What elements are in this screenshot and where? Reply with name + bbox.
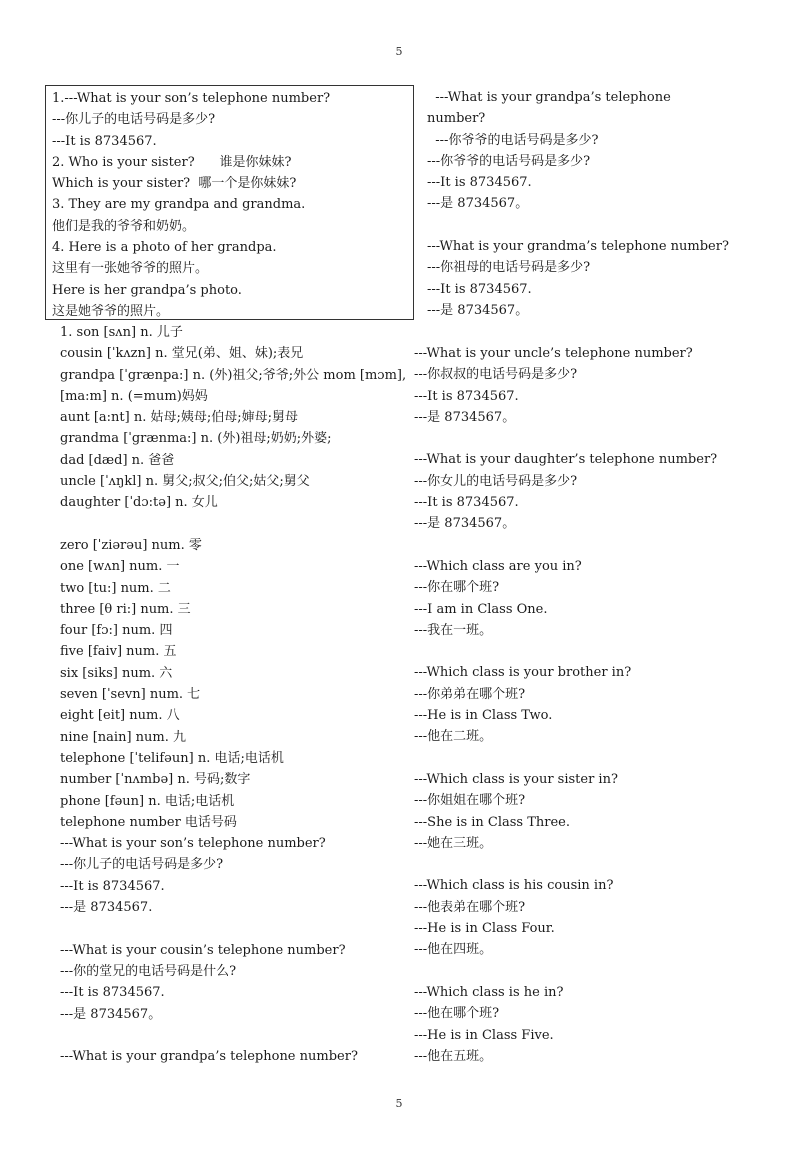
vocab-line: three [θ ri:] num. 三	[60, 601, 191, 617]
dialogue-line: ---他在四班。	[414, 942, 493, 958]
spacer	[60, 514, 410, 535]
dialogue-line: ---是 8734567。	[427, 302, 529, 318]
page-number-top: 5	[395, 45, 403, 58]
spacer	[414, 961, 774, 982]
dialogue-line: ---Which class are you in?	[414, 558, 582, 574]
vocab-line: nine [nain] num. 九	[60, 729, 186, 745]
box-line: 2. Who is your sister? 谁是你妹妹?	[52, 154, 292, 170]
dialogue-line: ---It is 8734567.	[60, 878, 165, 894]
vocab-line: daughter [ˈdɔ:tə] n. 女儿	[60, 495, 218, 511]
dialogue-line: ---是 8734567。	[60, 1006, 162, 1022]
box-line: Which is your sister? 哪一个是你妹妹?	[52, 176, 297, 192]
dialogue-line: ---Which class is your sister in?	[414, 771, 618, 787]
vocabulary-column	[60, 322, 410, 1067]
spacer	[414, 854, 774, 875]
spacer	[60, 918, 410, 939]
vocab-line: seven [ˈsevn] num. 七	[60, 687, 201, 703]
box-line: 3. They are my grandpa and grandma.	[52, 197, 306, 213]
box-line: 他们是我的爷爷和奶奶。	[52, 218, 196, 234]
box-line: 4. Here is a photo of her grandpa.	[52, 240, 277, 256]
box-line: 这是她爷爷的照片。	[52, 303, 170, 319]
vocab-line: phone [fəun] n. 电话;电话机	[60, 793, 235, 809]
dialogue-line: ---他表弟在哪个班?	[414, 899, 526, 915]
spacer	[414, 748, 774, 769]
dialogue-line: ---He is in Class Five.	[414, 1027, 554, 1043]
box-line: 这里有一张她爷爷的照片。	[52, 261, 209, 277]
dialogue-line: ---你的堂兄的电话号码是什么?	[60, 963, 237, 979]
spacer	[414, 428, 774, 449]
dialogue-line: ---你在哪个班?	[414, 580, 500, 596]
right-column-main	[414, 343, 774, 1067]
dialogue-line: ---He is in Class Four.	[414, 921, 555, 937]
dialogue-line: ---I am in Class One.	[414, 601, 548, 617]
dialogue-line: number?	[427, 111, 486, 127]
right-column-top	[427, 87, 767, 321]
dialogue-line: ---He is in Class Two.	[414, 708, 553, 724]
dialogue-line: ---你姐姐在哪个班?	[414, 793, 526, 809]
spacer	[414, 535, 774, 556]
dialogue-line: ---Which class is he in?	[414, 984, 564, 1000]
dialogue-line: ---她在三班。	[414, 835, 493, 851]
dialogue-line: ---She is in Class Three.	[414, 814, 571, 830]
vocab-line: one [wʌn] num. 一	[60, 559, 180, 575]
dialogue-line: ---是 8734567.	[60, 900, 153, 916]
dialogue-line: ---What is your daughter’s telephone number?	[414, 452, 718, 468]
dialogue-line: ---What is your son’s telephone number?	[60, 836, 326, 852]
dialogue-line: ---Which class is his cousin in?	[414, 878, 614, 894]
dialogue-line: ---是 8734567。	[414, 516, 516, 532]
box-line: Here is her grandpa’s photo.	[52, 282, 242, 298]
dialogue-line: ---It is 8734567.	[427, 281, 532, 297]
vocab-line: zero [ˈziərəu] num. 零	[60, 537, 202, 553]
dialogue-line: ---我在一班。	[414, 622, 493, 638]
vocab-line: eight [eit] num. 八	[60, 708, 180, 724]
vocab-line: uncle [ˈʌŋkl] n. 舅父;叔父;伯父;姑父;舅父	[60, 474, 310, 490]
dialogue-line: ---是 8734567。	[427, 196, 529, 212]
dialogue-line: ---你爷爷的电话号码是多少?	[427, 153, 591, 169]
dialogue-line: ---What is your grandpa’s telephone number?	[60, 1049, 358, 1065]
dialogue-line: ---It is 8734567.	[414, 388, 519, 404]
dialogue-line: ---It is 8734567.	[60, 985, 165, 1001]
dialogue-line: ---What is your grandma’s telephone number?	[427, 239, 729, 255]
vocab-line: six [siks] num. 六	[60, 665, 173, 681]
dialogue-line: ---他在二班。	[414, 729, 493, 745]
vocab-line: number [ˈnʌmbə] n. 号码;数字	[60, 772, 251, 788]
vocab-line: telephone number 电话号码	[60, 814, 237, 830]
dialogue-line: ---What is your cousin’s telephone number?	[60, 942, 346, 958]
dialogue-line: ---What is your grandpa’s telephone	[427, 90, 671, 105]
vocab-line: two [tu:] num. 二	[60, 580, 171, 596]
vocab-line: five [faiv] num. 五	[60, 644, 177, 660]
box-line: ---It is 8734567.	[52, 133, 157, 149]
vocab-line: cousin [ˈkʌzn] n. 堂兄(弟、姐、妹);表兄	[60, 346, 304, 362]
dialogue-line: ---你祖母的电话号码是多少?	[427, 260, 591, 276]
vocab-line: grandma [ˈgrænma:] n. (外)祖母;奶奶;外婆;	[60, 431, 332, 447]
vocab-line: aunt [a:nt] n. 姑母;姨母;伯母;婶母;舅母	[60, 410, 299, 426]
vocab-line: four [fɔ:] num. 四	[60, 623, 173, 639]
dialogue-line: ---It is 8734567.	[427, 175, 532, 191]
vocab-line: 1. son [sʌn] n. 儿子	[60, 325, 183, 340]
dialogue-line: ---你叔叔的电话号码是多少?	[414, 367, 578, 383]
dialogue-line: ---你女儿的电话号码是多少?	[414, 473, 578, 489]
dialogue-line: ---是 8734567。	[414, 409, 516, 425]
box-line: ---你儿子的电话号码是多少?	[52, 112, 216, 128]
spacer	[414, 641, 774, 662]
spacer	[427, 215, 767, 236]
vocab-line: grandpa [ˈgrænpa:] n. (外)祖父;爷爷;外公 mom [mɔm], [ma:m] n. (=mum)妈妈	[60, 367, 407, 404]
vocab-line: telephone [ˈtelifəun] n. 电话;电话机	[60, 750, 284, 766]
key-sentences-text	[52, 88, 412, 322]
spacer	[60, 1025, 410, 1046]
dialogue-line: ---Which class is your brother in?	[414, 665, 632, 681]
dialogue-line: ---他在五班。	[414, 1048, 493, 1064]
dialogue-line: ---你弟弟在哪个班?	[414, 686, 526, 702]
page-number-bottom: 5	[395, 1097, 403, 1110]
vocab-line: dad [dæd] n. 爸爸	[60, 452, 175, 468]
dialogue-line: ---你儿子的电话号码是多少?	[60, 857, 224, 873]
dialogue-line: ---What is your uncle’s telephone number?	[414, 346, 693, 361]
dialogue-line: ---It is 8734567.	[414, 495, 519, 511]
dialogue-line: ---他在哪个班?	[414, 1006, 500, 1022]
box-line: 1.---What is your son’s telephone number?	[52, 91, 331, 106]
dialogue-line: ---你爷爷的电话号码是多少?	[427, 132, 599, 148]
